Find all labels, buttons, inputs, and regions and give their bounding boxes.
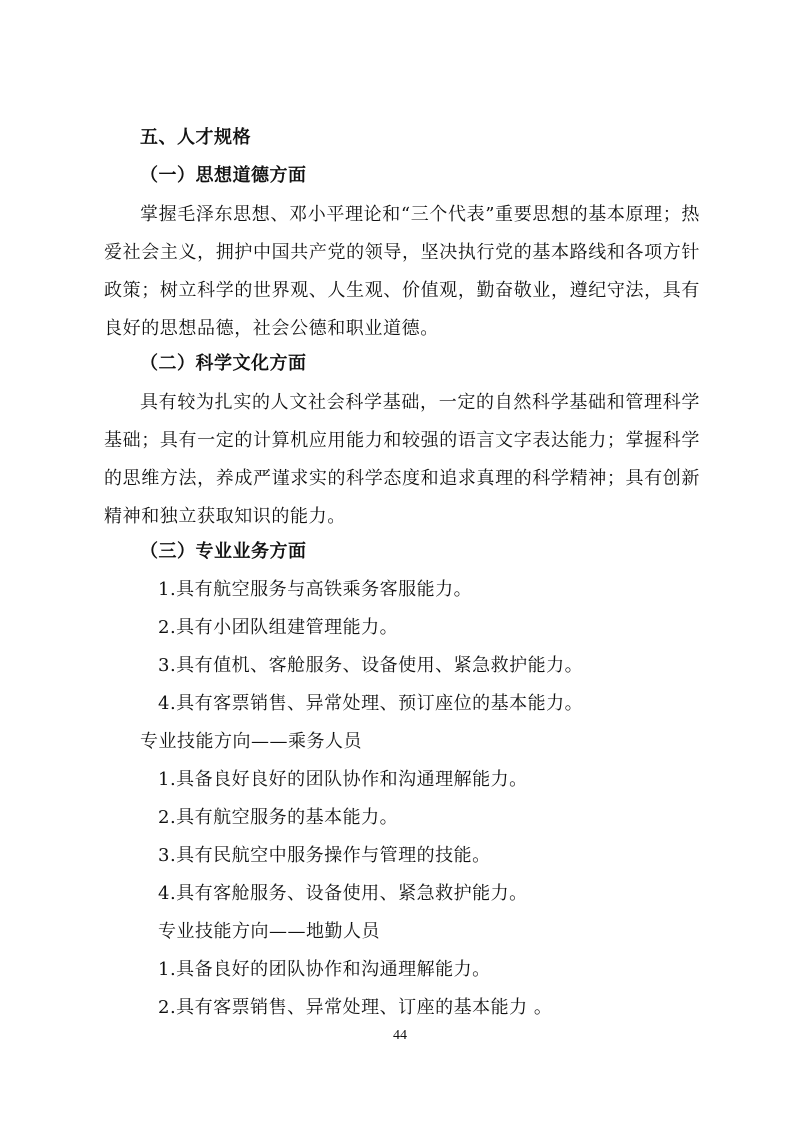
- paragraph-moral: 掌握毛泽东思想、邓小平理论和“三个代表”重要思想的基本原理；热爱社会主义，拥护中国共产党的领导，坚决执行党的基本路线和各项方针政策；树立科学的世界观、人生观、价值观，勤奋敬业，遵纪守法，具有良好的思想品德，社会公德和职业道德。: [104, 204, 700, 339]
- subsection-heading-culture: （二）科学文化方面: [140, 353, 307, 374]
- list-item: 1.具备良好的团队协作和沟通理解能力。: [158, 959, 491, 980]
- list-item: 4.具有客舱服务、设备使用、紧急救护能力。: [158, 883, 528, 904]
- direction-title-cabin: 专业技能方向——乘务人员: [140, 731, 362, 752]
- list-item: 2.具有航空服务的基本能力。: [158, 807, 399, 828]
- list-item: 3.具有值机、客舱服务、设备使用、紧急救护能力。: [158, 655, 584, 676]
- paragraph-culture: 具有较为扎实的人文社会科学基础，一定的自然科学基础和管理科学基础；具有一定的计算机应用能力和较强的语言文字表达能力；掌握科学的思维方法，养成严谨求实的科学态度和追求真理的科学精神；具有创新精神和独立获取知识的能力。: [104, 392, 700, 527]
- subsection-heading-business: （三）专业业务方面: [140, 541, 307, 562]
- list-item: 4.具有客票销售、异常处理、预订座位的基本能力。: [158, 693, 584, 714]
- section-title: 五、人才规格: [140, 127, 251, 148]
- list-item: 1.具有航空服务与高铁乘务客服能力。: [158, 579, 473, 600]
- direction-title-ground: 专业技能方向——地勤人员: [158, 921, 380, 942]
- list-item: 1.具备良好良好的团队协作和沟通理解能力。: [158, 769, 528, 790]
- subsection-heading-moral: （一）思想道德方面: [140, 165, 307, 186]
- list-item: 3.具有民航空中服务操作与管理的技能。: [158, 845, 491, 866]
- list-item: 2.具有客票销售、异常处理、订座的基本能力 。: [158, 997, 553, 1018]
- list-item: 2.具有小团队组建管理能力。: [158, 617, 399, 638]
- page-number: 44: [393, 1028, 407, 1043]
